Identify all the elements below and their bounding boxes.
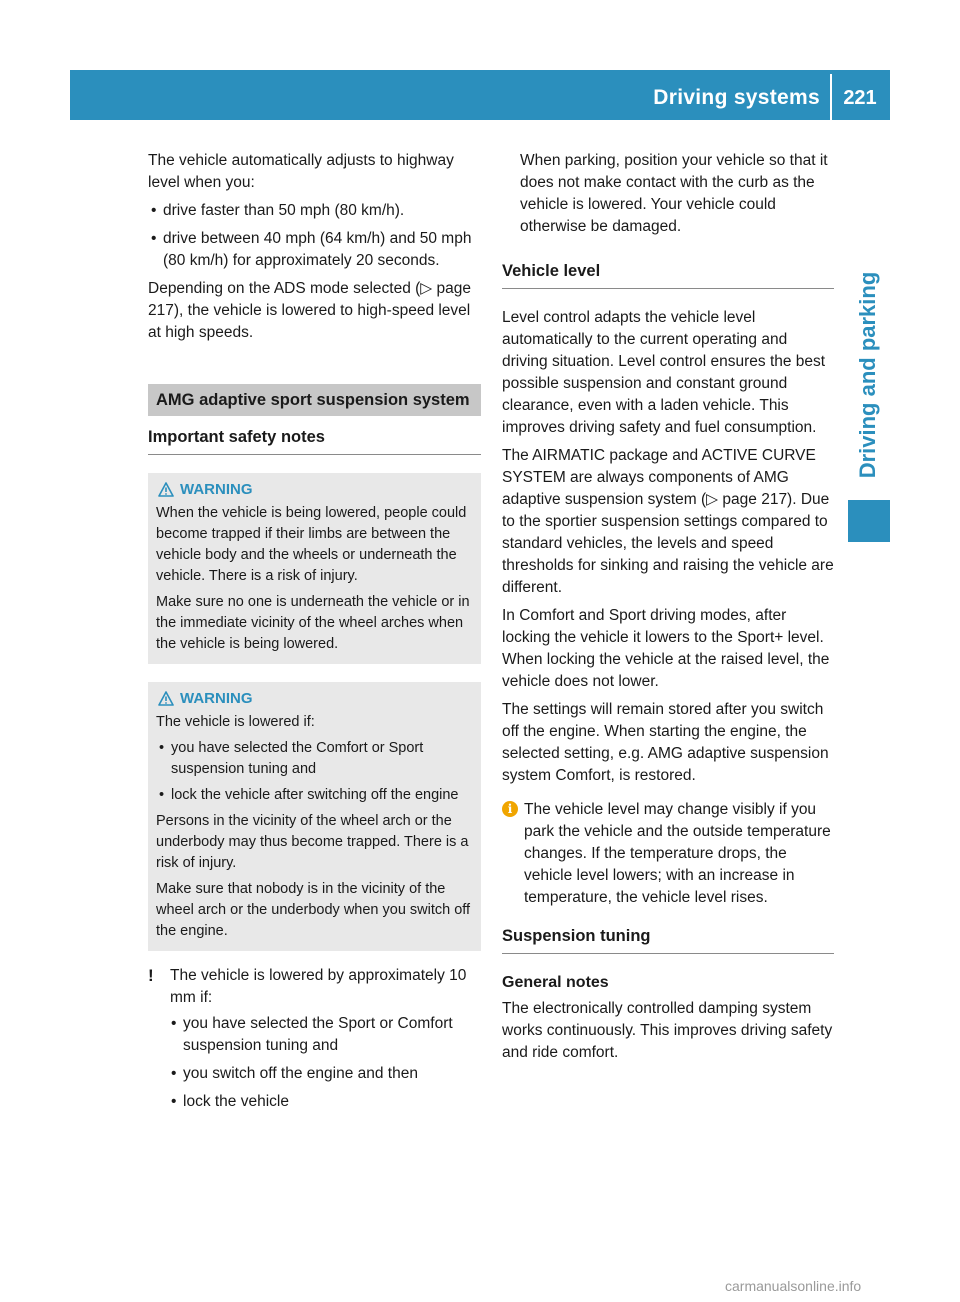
warning-header: [156, 479, 473, 500]
info-note: [502, 799, 834, 909]
warning-text: Make sure no one is underneath the vehicle or in the immediate vicinity of the wheel arches when the vehicle is being lowered.: [156, 594, 470, 652]
side-chapter-label: [848, 255, 888, 495]
warning-text: When the vehicle is being lowered, people could become trapped if their limbs are between the vehicle body and the wheels or underneath the vehicle. There is a risk of injury.: [156, 505, 467, 584]
header-divider: [830, 74, 832, 120]
warning-text: The vehicle is lowered if:: [156, 714, 315, 730]
parking-text: When parking, position your vehicle so that it does not make contact with the curb as the vehicle is lowered. Your vehicle could otherwise be damaged.: [520, 152, 828, 235]
info-icon: i: [502, 801, 518, 817]
right-column: [502, 150, 834, 1070]
vehicle-level-heading: Vehicle level: [502, 260, 834, 289]
chapter-title: Driving systems: [653, 86, 820, 109]
notice-bullets: [148, 1013, 481, 1113]
warning-label: WARNING: [180, 690, 253, 707]
info-text: The vehicle level may change visibly if you park the vehicle and the outside temperature changes. If the temperature drops, the vehicle level lowers; with an increase in temperature, the vehicle level rises.: [524, 801, 831, 906]
warning-label: WARNING: [180, 481, 253, 498]
vehicle-level-paragraph: The AIRMATIC package and ACTIVE CURVE SYSTEM are always components of AMG adaptive suspension system (▷ page 217). Due to the sportier suspension settings compared to standard vehicles, the levels and speed thresholds for sinking and raising the vehicle are different.: [502, 447, 834, 596]
page-number: 221: [843, 87, 877, 109]
spacer: [148, 350, 481, 384]
safety-notes-heading: Important safety notes: [148, 426, 481, 455]
notice-text: The vehicle is lowered by approximately 10 mm if:: [170, 967, 467, 1006]
ads-text: Depending on the ADS mode selected (▷ page 217), the vehicle is lowered to high-speed level at high speeds.: [148, 280, 471, 341]
general-notes-heading: General notes: [502, 974, 609, 991]
list-item: • drive between 40 mph (64 km/h) and 50 mph (80 km/h) for approximately 20 seconds.: [148, 228, 481, 272]
warning-triangle-icon: [158, 482, 174, 497]
warning-box-lowering: [148, 473, 481, 664]
vehicle-level-paragraph: Level control adapts the vehicle level automatically to the current operating and driving situation. Level control ensures the best possible suspension and constant ground clearance, even with a laden vehicle. This improves driving safety and fuel consumption.: [502, 309, 826, 436]
general-notes-text: The electronically controlled damping system works continuously. This improves driving safety and ride comfort.: [502, 1000, 833, 1061]
page-header-bar: [70, 70, 890, 120]
side-chapter-text: Driving and parking: [855, 271, 880, 479]
exclamation-icon: !: [148, 966, 154, 985]
warning-header: [156, 688, 473, 709]
warning-text: Make sure that nobody is in the vicinity of the wheel arch or the underbody when you switch off the engine.: [156, 881, 471, 939]
vehicle-level-paragraph: The settings will remain stored after you switch off the engine. When starting the engine, the selected setting, e.g. AMG adaptive suspension system Comfort, is restored.: [502, 701, 829, 784]
list-item: • lock the vehicle: [168, 1091, 481, 1113]
chapter-tab-marker: [848, 500, 890, 542]
list-item: • drive faster than 50 mph (80 km/h).: [148, 200, 481, 222]
warning-text: Persons in the vicinity of the wheel arch or the underbody may thus become trapped. There is a risk of injury.: [156, 813, 469, 871]
intro-text: The vehicle automatically adjusts to highway level when you:: [148, 152, 454, 191]
list-item: • lock the vehicle after switching off the engine: [156, 785, 473, 806]
warning-triangle-icon: [158, 691, 174, 706]
list-item: • you switch off the engine and then: [168, 1063, 481, 1085]
watermark: carmanualsonline.info: [725, 1278, 862, 1294]
warning-box-lowered-if: [148, 682, 481, 951]
suspension-tuning-heading: Suspension tuning: [502, 925, 834, 954]
left-column: [148, 150, 481, 1119]
spacer: [148, 664, 481, 682]
list-item: • you have selected the Comfort or Sport suspension tuning and: [156, 738, 473, 780]
notice-item: [148, 965, 481, 1009]
section-title: AMG adaptive sport suspension system: [148, 384, 481, 416]
vehicle-level-paragraph: In Comfort and Sport driving modes, after locking the vehicle it lowers to the Sport+ level. When locking the vehicle at the raised level, the vehicle does not lower.: [502, 607, 830, 690]
spacer: [148, 951, 481, 965]
list-item: • you have selected the Sport or Comfort suspension tuning and: [168, 1013, 481, 1057]
